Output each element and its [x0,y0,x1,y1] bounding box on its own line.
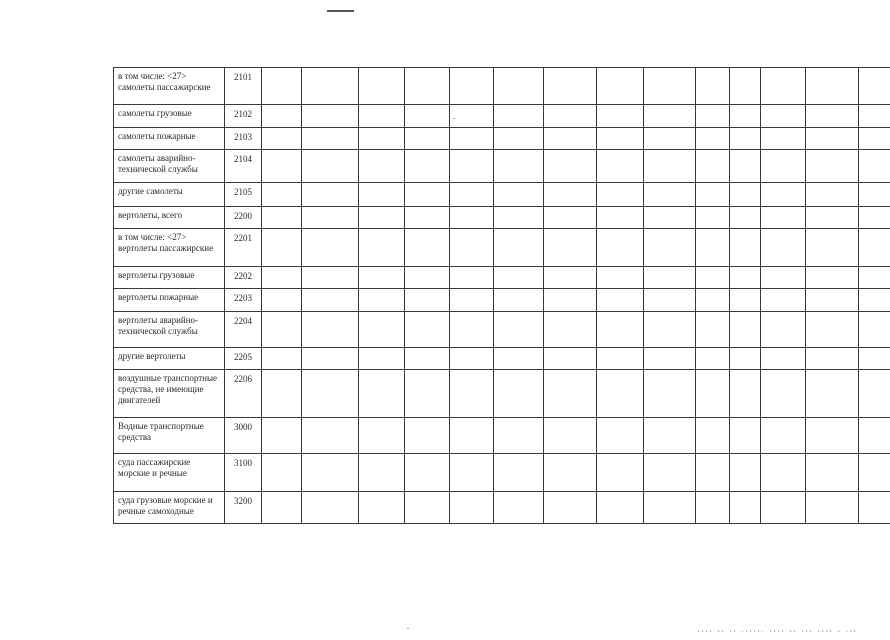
row-code: 2206 [225,370,262,418]
empty-cell [450,492,494,524]
empty-cell [859,312,890,348]
empty-cell [597,370,644,418]
empty-cell [859,454,890,492]
empty-cell [302,348,359,370]
empty-cell [359,348,405,370]
empty-cell [761,150,806,183]
empty-cell [806,418,859,454]
table-row [114,105,890,128]
empty-cell [761,312,806,348]
empty-cell [359,492,405,524]
empty-cell [597,492,644,524]
empty-cell [405,348,450,370]
vehicles-table [113,67,890,524]
row-code: 2104 [225,150,262,183]
empty-cell [302,68,359,105]
row-code: 3200 [225,492,262,524]
table-row [114,207,890,229]
table-row [114,267,890,289]
empty-cell [730,150,761,183]
empty-cell [494,128,544,150]
row-code: 2103 [225,128,262,150]
empty-cell [696,492,730,524]
empty-cell [405,312,450,348]
empty-cell [696,267,730,289]
empty-cell [359,454,405,492]
empty-cell [302,105,359,128]
empty-cell [597,207,644,229]
empty-cell [262,105,302,128]
empty-cell [730,207,761,229]
empty-cell [262,454,302,492]
empty-cell [544,207,597,229]
row-label: вертолеты, всего [114,207,225,229]
row-label: другие самолеты [114,183,225,207]
empty-cell [359,68,405,105]
empty-cell [450,348,494,370]
empty-cell [644,348,696,370]
table-row [114,492,890,524]
empty-cell [262,348,302,370]
empty-cell [544,418,597,454]
table-row [114,312,890,348]
empty-cell [806,454,859,492]
empty-cell [806,267,859,289]
empty-cell [696,183,730,207]
empty-cell [544,150,597,183]
empty-cell [644,105,696,128]
empty-cell [544,370,597,418]
empty-cell [405,289,450,312]
empty-cell [302,207,359,229]
empty-cell [450,68,494,105]
empty-cell [761,454,806,492]
table-row [114,454,890,492]
empty-cell [405,183,450,207]
empty-cell [262,418,302,454]
empty-cell [359,267,405,289]
empty-cell [405,370,450,418]
empty-cell [859,370,890,418]
empty-cell [859,348,890,370]
empty-cell [806,150,859,183]
empty-cell [359,207,405,229]
empty-cell [544,312,597,348]
empty-cell [494,370,544,418]
empty-cell [359,418,405,454]
empty-cell [806,207,859,229]
empty-cell [696,312,730,348]
empty-cell [730,492,761,524]
empty-cell [262,68,302,105]
empty-cell [644,492,696,524]
empty-cell [644,183,696,207]
row-label: суда грузовые морские и речные самоходные [114,492,225,524]
empty-cell [544,454,597,492]
table-row [114,229,890,267]
empty-cell [761,370,806,418]
empty-cell [302,128,359,150]
row-label: в том числе: <27> вертолеты пассажирские [114,229,225,267]
table-row [114,183,890,207]
empty-cell [806,289,859,312]
empty-cell [761,105,806,128]
empty-cell [494,418,544,454]
empty-cell [761,492,806,524]
empty-cell [644,68,696,105]
empty-cell [405,207,450,229]
empty-cell [405,418,450,454]
row-code: 2205 [225,348,262,370]
empty-cell [696,150,730,183]
row-label: суда пассажирские морские и речные [114,454,225,492]
empty-cell [450,370,494,418]
empty-cell [405,150,450,183]
row-code: 2102 [225,105,262,128]
empty-cell [494,229,544,267]
empty-cell [730,312,761,348]
empty-cell [696,348,730,370]
row-code: 2201 [225,229,262,267]
row-code: 3000 [225,418,262,454]
empty-cell [696,454,730,492]
empty-cell [302,229,359,267]
empty-cell [597,105,644,128]
row-label: вертолеты аварийно-технической службы [114,312,225,348]
empty-cell [730,229,761,267]
empty-cell [806,348,859,370]
empty-cell [494,348,544,370]
empty-cell [302,289,359,312]
empty-cell [405,68,450,105]
empty-cell [859,183,890,207]
scan-top-mark [327,10,354,12]
empty-cell [597,348,644,370]
empty-cell [262,267,302,289]
empty-cell [450,454,494,492]
empty-cell [262,370,302,418]
empty-cell [359,183,405,207]
empty-cell [450,183,494,207]
empty-cell [262,492,302,524]
empty-cell [696,207,730,229]
empty-cell [544,128,597,150]
empty-cell [644,207,696,229]
empty-cell [494,312,544,348]
row-label: самолеты грузовые [114,105,225,128]
row-label: вертолеты грузовые [114,267,225,289]
empty-cell [302,312,359,348]
empty-cell [761,289,806,312]
table-row [114,370,890,418]
empty-cell [644,128,696,150]
empty-cell [450,105,494,128]
empty-cell [644,370,696,418]
empty-cell [494,68,544,105]
row-code: 2202 [225,267,262,289]
empty-cell [544,229,597,267]
empty-cell [450,267,494,289]
empty-cell [806,370,859,418]
empty-cell [359,150,405,183]
table-row [114,348,890,370]
row-code: 2105 [225,183,262,207]
empty-cell [761,267,806,289]
empty-cell [644,229,696,267]
empty-cell [859,207,890,229]
table-row [114,150,890,183]
empty-cell [262,128,302,150]
empty-cell [806,312,859,348]
empty-cell [302,418,359,454]
empty-cell [696,370,730,418]
empty-cell [859,229,890,267]
empty-cell [597,312,644,348]
empty-cell [730,370,761,418]
empty-cell [644,289,696,312]
empty-cell [544,267,597,289]
empty-cell [494,207,544,229]
empty-cell [761,183,806,207]
empty-cell [359,128,405,150]
row-label: вертолеты пожарные [114,289,225,312]
empty-cell [262,289,302,312]
empty-cell [730,267,761,289]
empty-cell [761,229,806,267]
empty-cell [730,418,761,454]
empty-cell [494,183,544,207]
scan-footer-marks: ⁱⁱⁱⁱ ⁱⁱ ⁱⁱ ⁻ⁱⁱⁱⁱ⁻ ⁱⁱⁱⁱ ⁱⁱ ⁱⁱⁱ ⁱⁱⁱⁱ ⁱ ⁻ⁱⁱ [697,630,858,636]
empty-cell [806,229,859,267]
empty-cell [494,267,544,289]
row-label: в том числе: <27> самолеты пассажирские [114,68,225,105]
empty-cell [761,68,806,105]
empty-cell [696,68,730,105]
empty-cell [262,312,302,348]
empty-cell [544,105,597,128]
empty-cell [859,289,890,312]
empty-cell [730,289,761,312]
empty-cell [644,150,696,183]
empty-cell [494,150,544,183]
empty-cell [450,229,494,267]
empty-cell [262,150,302,183]
table-row [114,418,890,454]
empty-cell [262,183,302,207]
empty-cell [761,418,806,454]
empty-cell [761,128,806,150]
empty-cell [302,454,359,492]
empty-cell [806,492,859,524]
empty-cell [302,370,359,418]
empty-cell [696,418,730,454]
row-code: 2203 [225,289,262,312]
empty-cell [761,207,806,229]
empty-cell [730,128,761,150]
empty-cell [544,492,597,524]
empty-cell [405,229,450,267]
empty-cell [262,207,302,229]
empty-cell [359,229,405,267]
empty-cell [597,229,644,267]
empty-cell [450,289,494,312]
empty-cell [405,105,450,128]
empty-cell [806,183,859,207]
row-code: 2101 [225,68,262,105]
empty-cell [302,267,359,289]
empty-cell [597,418,644,454]
empty-cell [644,454,696,492]
empty-cell [544,289,597,312]
empty-cell [450,128,494,150]
empty-cell [302,183,359,207]
empty-cell [859,418,890,454]
table-row [114,289,890,312]
empty-cell [450,418,494,454]
empty-cell [696,128,730,150]
empty-cell [644,312,696,348]
empty-cell [806,105,859,128]
empty-cell [359,105,405,128]
empty-cell [859,105,890,128]
scan-speck [407,628,409,629]
empty-cell [806,128,859,150]
empty-cell [859,128,890,150]
empty-cell [597,454,644,492]
empty-cell [730,454,761,492]
table-row [114,68,890,105]
empty-cell [696,289,730,312]
empty-cell [859,267,890,289]
empty-cell [597,267,644,289]
empty-cell [494,105,544,128]
empty-cell [696,105,730,128]
row-label: воздушные транспортные средства, не имеющие двигателей [114,370,225,418]
empty-cell [405,492,450,524]
empty-cell [806,68,859,105]
empty-cell [405,128,450,150]
empty-cell [494,289,544,312]
empty-cell [544,68,597,105]
row-label: Водные транспортные средства [114,418,225,454]
empty-cell [359,312,405,348]
empty-cell [544,348,597,370]
empty-cell [494,492,544,524]
empty-cell [859,150,890,183]
empty-cell [597,150,644,183]
row-code: 3100 [225,454,262,492]
empty-cell [450,207,494,229]
row-code: 2200 [225,207,262,229]
empty-cell [302,492,359,524]
table-row [114,128,890,150]
empty-cell [494,454,544,492]
empty-cell [597,289,644,312]
empty-cell [761,348,806,370]
row-label: самолеты пожарные [114,128,225,150]
row-label: другие вертолеты [114,348,225,370]
empty-cell [302,150,359,183]
empty-cell [405,267,450,289]
empty-cell [359,370,405,418]
empty-cell [544,183,597,207]
empty-cell [597,128,644,150]
empty-cell [730,348,761,370]
empty-cell [262,229,302,267]
empty-cell [696,229,730,267]
empty-cell [730,105,761,128]
empty-cell [859,492,890,524]
empty-cell [597,68,644,105]
empty-cell [359,289,405,312]
row-label: самолеты аварийно-технической службы [114,150,225,183]
empty-cell [644,418,696,454]
empty-cell [450,150,494,183]
empty-cell [730,68,761,105]
empty-cell [597,183,644,207]
empty-cell [859,68,890,105]
empty-cell [405,454,450,492]
empty-cell [644,267,696,289]
row-code: 2204 [225,312,262,348]
empty-cell [450,312,494,348]
empty-cell [730,183,761,207]
